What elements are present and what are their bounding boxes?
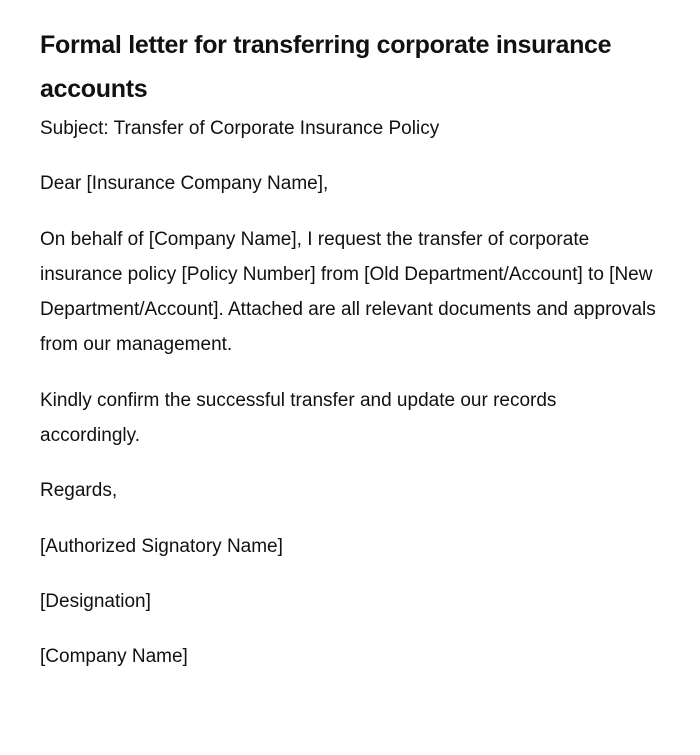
closing: Regards, xyxy=(40,480,118,502)
body-paragraph-1: On behalf of [Company Name], I request the transfer of corporate insurance policy [Policy Number] from [Old Department/Account] to [New Department/Account]. Attached are all relevant documents and approvals from our management. xyxy=(40,228,656,356)
salutation: Dear [Insurance Company Name], xyxy=(40,173,329,195)
signatory-name: [Authorized Signatory Name] xyxy=(40,535,283,557)
letter-title: Formal letter for transferring corporate insurance accounts xyxy=(40,31,612,103)
company-name: [Company Name] xyxy=(40,646,188,668)
designation: [Designation] xyxy=(40,590,151,612)
body-paragraph-2: Kindly confirm the successful transfer and update our records accordingly. xyxy=(40,389,557,447)
subject-line: Subject: Transfer of Corporate Insurance Policy xyxy=(40,118,440,139)
